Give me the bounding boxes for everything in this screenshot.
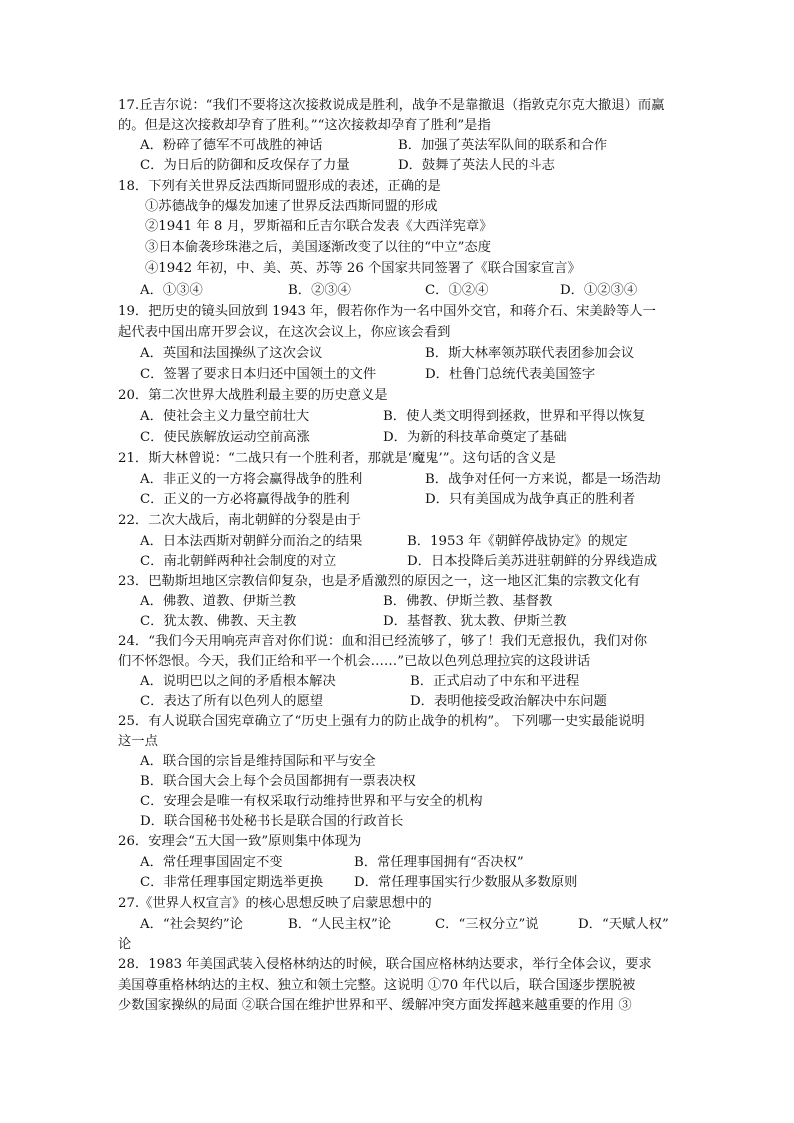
q23-option-c: C．犹太教、佛教、天主教 [140, 614, 297, 629]
q21-option-c: C．正义的一方必将赢得战争的胜利 [140, 492, 350, 507]
q18-statement-2: ②1941 年 8 月，罗斯福和丘吉尔联合发表《大西洋宪章》 [145, 219, 493, 234]
q27-option-c: C．“三权分立”说 [435, 917, 539, 932]
q21-option-b: B．战争对任何一方来说，都是一场浩劫 [425, 472, 661, 487]
q24-option-b: B．正式启动了中东和平进程 [410, 674, 580, 689]
q21-option-d: D．只有美国成为战争真正的胜利者 [425, 492, 636, 507]
q25-option-d: D．联合国秘书处秘书长是联合国的行政首长 [140, 814, 404, 829]
q18-statement-4: ④1942 年初，中、美、英、苏等 26 个国家共同签署了《联合国家宣言》 [145, 261, 581, 276]
q28-stem-line1: 28．1983 年美国武装入侵格林纳达的时候，联合国应格林纳达要求，举行全体会议，要求 [118, 957, 652, 972]
q24-stem-line1: 24．“我们今天用响亮声音对你们说：血和泪已经流够了，够了！我们无意报仇，我们对你 [118, 634, 647, 649]
q27-stem: 27.《世界人权宣言》的核心思想反映了启蒙思想中的 [118, 896, 432, 911]
q25-option-c: C．安理会是唯一有权采取行动维持世界和平与安全的机构 [140, 794, 483, 809]
q25-option-a: A．联合国的宗旨是维持国际和平与安全 [140, 754, 376, 769]
q23-option-a: A．佛教、道教、伊斯兰教 [140, 594, 296, 609]
q26-option-c: C．非常任理事国定期选举更换 [140, 875, 324, 890]
q24-option-d: D．表明他接受政治解决中东问题 [410, 694, 607, 709]
q26-stem: 26．安理会“五大国一致”原则集中体现为 [118, 834, 362, 849]
q18-option-b: B．②③④ [288, 283, 351, 298]
q19-option-a: A．英国和法国操纵了这次会议 [140, 346, 323, 361]
q17-option-a: A．粉碎了德军不可战胜的神话 [140, 138, 323, 153]
q26-option-d: D．常任理事国实行少数服从多数原则 [354, 875, 578, 890]
q18-option-d: D．①②③④ [560, 283, 638, 298]
q17-option-d: D．鼓舞了英法人民的斗志 [398, 158, 555, 173]
q17-option-c: C．为日后的防御和反攻保存了力量 [140, 158, 350, 173]
q18-stem: 18．下列有关世界反法西斯同盟形成的表述，正确的是 [118, 179, 441, 194]
q19-option-c: C．签署了要求日本归还中国领土的文件 [140, 367, 377, 382]
q20-option-d: D．为新的科技革命奠定了基础 [383, 430, 567, 445]
q17-stem-line1: 17.丘吉尔说：“我们不要将这次接救说成是胜利，战争不是靠撤退（指敦克尔克大撤退）而赢 [118, 98, 665, 113]
q24-option-a: A．说明巴以之间的矛盾根本解决 [140, 674, 336, 689]
q20-stem: 20．第二次世界大战胜利最主要的历史意义是 [118, 388, 388, 403]
q18-statement-1: ①苏德战争的爆发加速了世界反法西斯同盟的形成 [145, 199, 438, 214]
q25-option-b: B．联合国大会上每个会员国都拥有一票表决权 [140, 774, 416, 789]
q25-stem-line2: 这一点 [118, 734, 158, 749]
q23-option-d: D．基督教、犹太教、伊斯兰教 [383, 614, 567, 629]
q22-stem: 22．二次大战后，南北朝鲜的分裂是由于 [118, 513, 361, 528]
q24-stem-line2: 们不怀怨恨。今天，我们正给和平一个机会……”已故以色列总理拉宾的这段讲话 [118, 654, 591, 669]
q25-stem-line1: 25．有人说联合国宪章确立了“历史上强有力的防止战争的机构”。 下列哪一史实最能说明 [118, 714, 645, 729]
q19-stem-line1: 19．把历史的镜头回放到 1943 年，假若你作为一名中国外交官，和蒋介石、宋美龄等人一 [118, 304, 656, 319]
q19-stem-line2: 起代表中国出席开罗会议，在这次会议上，你应该会看到 [118, 325, 451, 340]
q23-stem: 23．巴勒斯坦地区宗教信仰复杂，也是矛盾激烈的原因之一，这一地区汇集的宗教文化有 [118, 574, 641, 589]
q20-option-c: C．使民族解放运动空前高涨 [140, 430, 310, 445]
q27-option-b: B．“人民主权”论 [288, 917, 392, 932]
q27-option-a: A．“社会契约”论 [140, 917, 243, 932]
q19-option-b: B．斯大林率领苏联代表团参加会议 [425, 346, 635, 361]
q26-option-b: B．常任理事国拥有“否决权” [354, 855, 524, 870]
q21-stem: 21．斯大林曾说：“二战只有一个胜利者，那就是‘魔鬼’”。这句话的含义是 [118, 451, 556, 466]
q18-option-c: C．①②④ [425, 283, 489, 298]
q27-option-d-continued: 论 [118, 937, 132, 952]
q18-statement-3: ③日本偷袭珍珠港之后，美国逐渐改变了以往的“中立”态度 [145, 240, 492, 255]
q19-option-d: D．杜鲁门总统代表美国签字 [425, 367, 596, 382]
q20-option-b: B．使人类文明得到拯救，世界和平得以恢复 [383, 409, 646, 424]
q17-stem-line2: 的。但是这次接救却孕育了胜利。”“这次接救却孕育了胜利”是指 [118, 118, 491, 133]
q22-option-b: B．1953 年《朝鲜停战协定》的规定 [407, 534, 628, 549]
q28-stem-line3: 少数国家操纵的局面 ②联合国在维护世界和平、缓解冲突方面发挥越来越重要的作用 ③ [118, 998, 632, 1013]
q23-option-b: B．佛教、伊斯兰教、基督教 [383, 594, 553, 609]
q22-option-c: C．南北朝鲜两种社会制度的对立 [140, 554, 337, 569]
q21-option-a: A．非正义的一方将会赢得战争的胜利 [140, 472, 363, 487]
q20-option-a: A．使社会主义力量空前壮大 [140, 409, 310, 424]
q24-option-c: C．表达了所有以色列人的愿望 [140, 694, 324, 709]
q28-stem-line2: 美国尊重格林纳达的主权、独立和领土完整。这说明 ①70 年代以后，联合国逐步摆脱被 [118, 978, 636, 993]
q22-option-d: D．日本投降后美苏进驻朝鲜的分界线造成 [407, 554, 658, 569]
q26-option-a: A．常任理事国固定不变 [140, 855, 283, 870]
q27-option-d: D．“天赋人权” [578, 917, 669, 932]
q18-option-a: A．①③④ [140, 283, 203, 298]
q22-option-a: A．日本法西斯对朝鲜分而治之的结果 [140, 534, 363, 549]
q17-option-b: B．加强了英法军队间的联系和合作 [398, 138, 608, 153]
